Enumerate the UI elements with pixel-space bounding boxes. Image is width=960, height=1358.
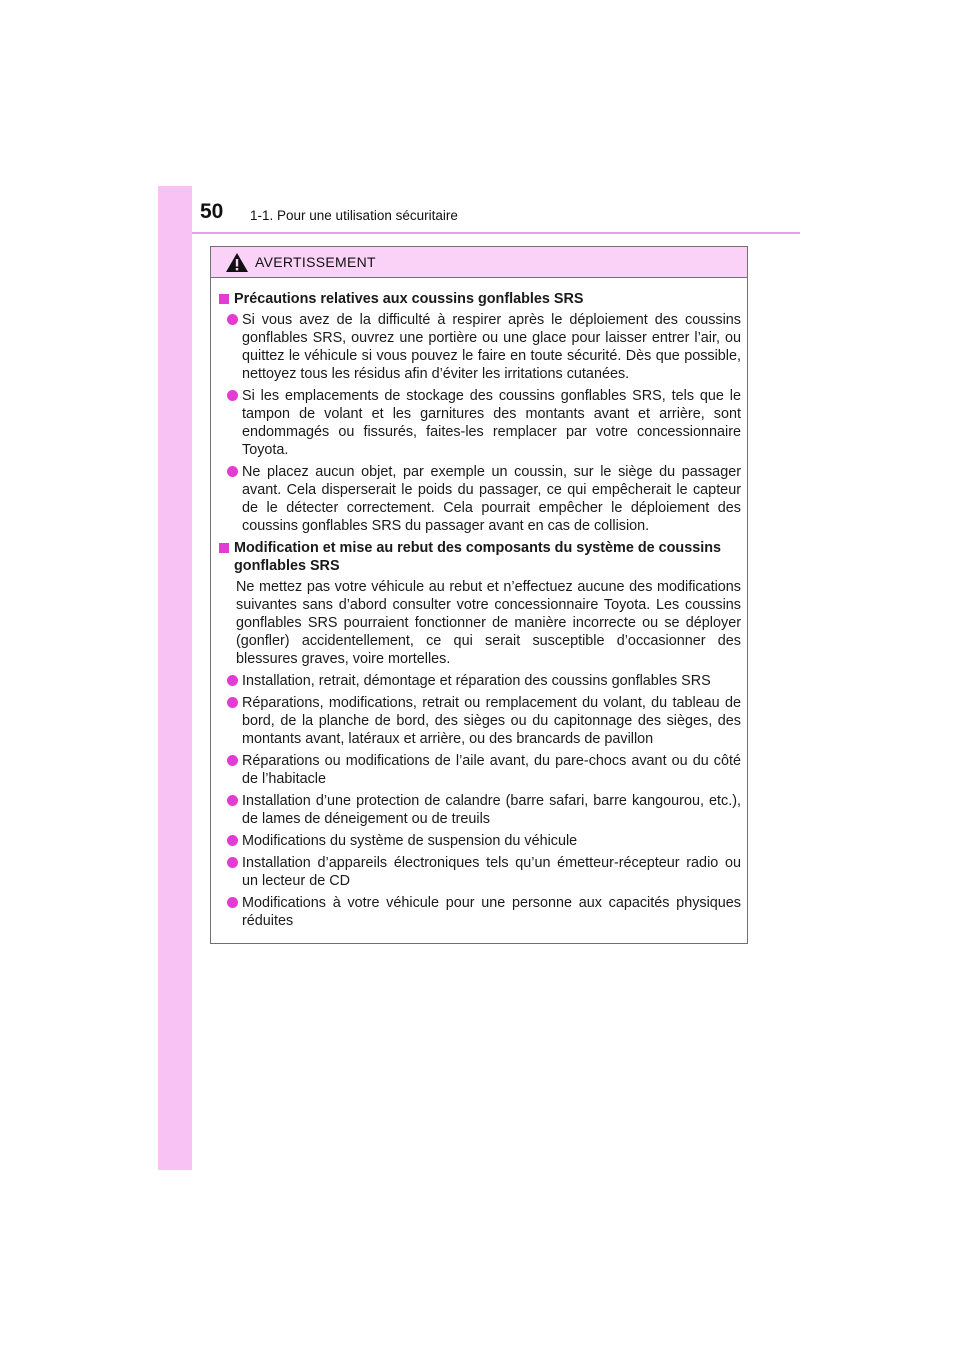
round-bullet-icon: [227, 675, 238, 686]
list-item: Si vous avez de la difficulté à respirer après le déploiement des coussins gonflables SRS, ouvrez une portière ou une glace pour laisser entrer l’air, ou quittez le véhicule si vous pouvez le faire en toute sécurité. Dès que possible, nettoyez tous les résidus afin d’éviter les irritations cutanées.: [217, 311, 741, 383]
page-number: 50: [200, 200, 224, 223]
round-bullet-icon: [227, 755, 238, 766]
list-item: Modifications du système de suspension du véhicule: [217, 832, 741, 850]
list-item: Installation d’une protection de calandre (barre safari, barre kangourou, etc.), de lames de déneigement ou de treuils: [217, 792, 741, 828]
section-heading: Précautions relatives aux coussins gonflables SRS: [217, 290, 741, 308]
round-bullet-icon: [227, 697, 238, 708]
header-rule: [192, 232, 800, 234]
section-intro: Ne mettez pas votre véhicule au rebut et n’effectuez aucune des modifications suivantes sans d’abord consulter votre concessionnaire Toyota. Les coussins gonflables SRS pourraient fonctionner de manière incorrecte ou se déployer (gonfler) accidentellement, ce qui serait susceptible d’occasionner des blessures graves, voire mortelles.: [236, 579, 741, 667]
round-bullet-icon: [227, 314, 238, 325]
round-bullet-icon: [227, 795, 238, 806]
round-bullet-icon: [227, 897, 238, 908]
section-heading: Modification et mise au rebut des composants du système de coussins gonflables SRS: [217, 539, 741, 575]
list-item: Ne placez aucun objet, par exemple un coussin, sur le siège du passager avant. Cela disperserait le poids du passager, ce qui empêcherait le capteur de le détecter correctement. Cela pourrait empêcher le déploiement des coussins gonflables SRS du passager avant en cas de collision.: [217, 463, 741, 535]
warning-box: [210, 246, 748, 944]
list-item: Si les emplacements de stockage des coussins gonflables SRS, tels que le tampon de volant et les garnitures des montants avant et arrière, sont endommagés ou fissurés, faites-les remplacer par votre concessionnaire Toyota.: [217, 387, 741, 459]
list-item: Installation, retrait, démontage et réparation des coussins gonflables SRS: [217, 672, 741, 690]
round-bullet-icon: [227, 857, 238, 868]
chapter-side-tab: [158, 186, 192, 1170]
round-bullet-icon: [227, 390, 238, 401]
warning-body: [211, 278, 747, 930]
square-bullet-icon: [219, 294, 229, 304]
round-bullet-icon: [227, 835, 238, 846]
section-title: 1-1. Pour une utilisation sécuritaire: [250, 208, 458, 223]
round-bullet-icon: [227, 466, 238, 477]
list-item: Installation d’appareils électroniques tels qu’un émetteur-récepteur radio ou un lecteur de CD: [217, 854, 741, 890]
list-item: Modifications à votre véhicule pour une personne aux capacités physiques réduites: [217, 894, 741, 930]
square-bullet-icon: [219, 543, 229, 553]
list-item: Réparations, modifications, retrait ou remplacement du volant, du tableau de bord, de la planche de bord, des sièges ou du capitonnage des sièges, des montants avant, latéraux et arrière, ou des brancards de pavillon: [217, 694, 741, 748]
list-item: Réparations ou modifications de l’aile avant, du pare-chocs avant ou du côté de l’habitacle: [217, 752, 741, 788]
warning-title: AVERTISSEMENT: [255, 254, 376, 270]
warning-header: [211, 247, 747, 278]
warning-triangle-icon: [225, 252, 249, 273]
